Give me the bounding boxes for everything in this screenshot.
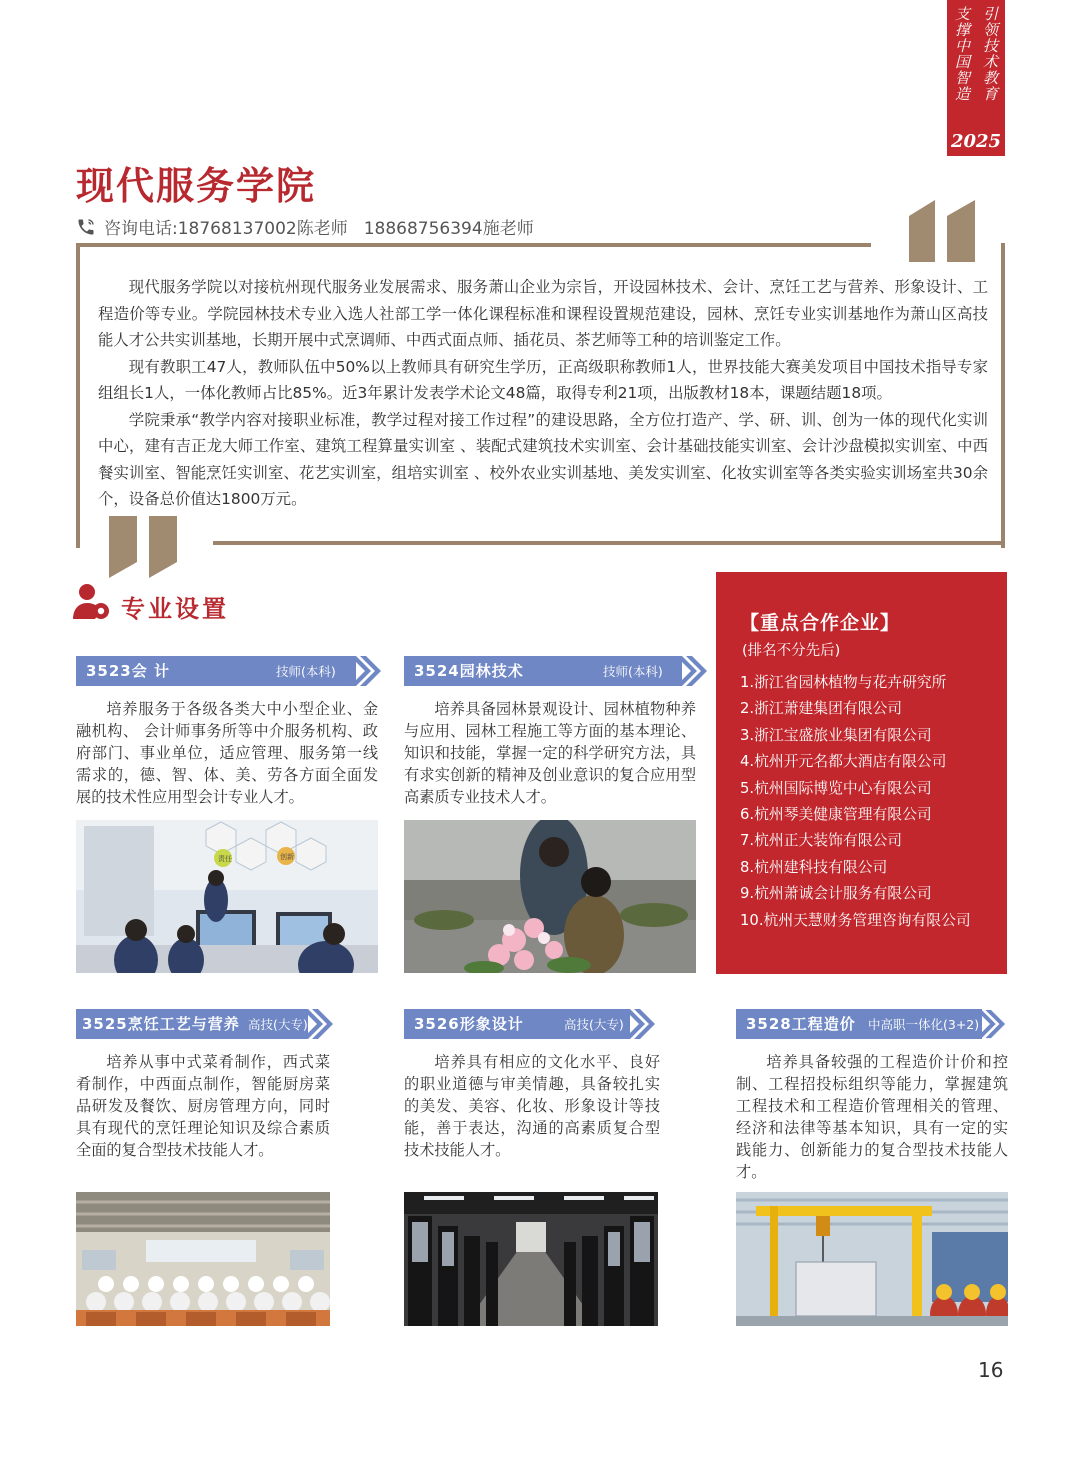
- badge-slogan-1: 引领技术教育: [981, 6, 999, 102]
- intro-paragraph: 现代服务学院以对接杭州现代服务业发展需求、服务萧山企业为宗旨，开设园林技术、会计、烹饪工艺与营养、形象设计、工程造价等专业。学院园林技术专业入选人社部工学一体化课程标准和课程设置规范建设，园林、烹饪专业实训基地作为萧山区高技能人才公共实训基地，长期开展中式烹调师、中西式面点师、插花员、茶艺师等工种的培训鉴定工作。: [98, 278, 988, 349]
- program-description-text: 培养服务于各级各类大中小型企业、金融机构、 会计师事务所等中介服务机构、政府部门、事业单位，适应管理、服务第一线需求的，德、智、体、美、劳各方面全面发展的技术性应用型会计专业人才。: [76, 700, 378, 806]
- program-level: 高技(大专): [564, 1017, 624, 1032]
- chevron-right-icon: [976, 1009, 1006, 1039]
- contact-line: [76, 214, 534, 239]
- program-bar-culinary: [76, 1009, 308, 1039]
- phone-icon: [76, 217, 96, 237]
- frame-right-line: [1001, 243, 1005, 548]
- people-gear-icon: [73, 583, 113, 621]
- program-description-text: 培养具备园林景观设计、园林植物种养与应用、园林工程施工等方面的基本理论、知识和技能，掌握一定的科学研究方法，具有求实创新的精神及创业意识的复合应用型高素质专业技术人才。: [404, 700, 696, 806]
- frame-top-line: [76, 243, 871, 247]
- list-item: 4.杭州开元名都大酒店有限公司: [740, 753, 947, 771]
- program-description: [404, 1051, 660, 1161]
- program-level: 高技(大专): [248, 1017, 308, 1032]
- contact-phone-2: 18868756394施老师: [363, 219, 534, 239]
- program-description: [404, 698, 696, 808]
- intro-paragraph: 现有教职工47人，教师队伍中50%以上教师具有研究生学历，正高级职称教师1人，世界技能大赛美发项目中国技术指导专家组组长1人，一体化教师占比85%。近3年累计发表学术论文48篇，取得专利21项，出版教材18本，课题结题18项。: [98, 357, 988, 402]
- list-item: 3.浙江宝盛旅业集团有限公司: [740, 726, 932, 744]
- photo-salon: [404, 1192, 658, 1326]
- badge-slogan-2: 支撑中国智造: [953, 6, 971, 102]
- program-bar-cost-engineering: [736, 1009, 982, 1039]
- chevron-right-icon: [350, 656, 382, 686]
- corner-badge: [947, 0, 1005, 156]
- page-title: 现代服务学院: [76, 164, 317, 208]
- page-number: 16: [978, 1358, 1004, 1382]
- chevron-right-icon: [676, 656, 708, 686]
- chevron-right-icon: [624, 1009, 656, 1039]
- partners-title: 【重点合作企业】: [740, 612, 901, 634]
- list-item: 5.杭州国际博览中心有限公司: [740, 779, 932, 797]
- program-description: [736, 1051, 1008, 1183]
- program-code: 3528工程造价: [746, 1015, 856, 1033]
- list-item: 10.杭州天慧财务管理咨询有限公司: [740, 911, 971, 929]
- section-title: 专业设置: [121, 595, 229, 623]
- program-level: 技师(本科): [603, 664, 663, 679]
- photo-floral-class: [404, 820, 696, 973]
- list-item: 8.杭州建科技有限公司: [740, 858, 888, 876]
- list-item: 9.杭州萧诚会计服务有限公司: [740, 885, 932, 903]
- program-description-text: 培养具备较强的工程造价计价和控制、工程招投标组织等能力，掌握建筑工程技术和工程造价管理相关的管理、经济和法律等基本知识，具有一定的实践能力、创新能力的复合型技术技能人才。: [736, 1053, 1008, 1181]
- program-level: 中高职一体化(3+2): [868, 1017, 980, 1032]
- list-item: 2.浙江萧建集团有限公司: [740, 700, 903, 718]
- program-bar-accounting: [76, 656, 356, 686]
- program-description: [76, 1051, 330, 1161]
- program-bar-image-design: [404, 1009, 630, 1039]
- photo-culinary-class: [76, 1192, 330, 1326]
- badge-year: 2025: [950, 131, 1002, 152]
- list-item: 6.杭州琴美健康管理有限公司: [740, 806, 932, 824]
- program-code: 3525烹饪工艺与营养: [82, 1015, 240, 1033]
- quote-close-icon: [105, 516, 185, 578]
- list-item: 7.杭州正大装饰有限公司: [740, 832, 903, 850]
- frame-left-line: [76, 243, 80, 548]
- frame-bottom-line: [213, 541, 1005, 545]
- contact-label: 咨询电话:: [104, 219, 178, 239]
- chevron-right-icon: [302, 1009, 334, 1039]
- program-level: 技师(本科): [276, 664, 336, 679]
- program-description-text: 培养从事中式菜肴制作，西式菜肴制作，中西面点制作，智能厨房菜品研发及餐饮、厨房管理方向，同时具有现代的烹饪理论知识及综合素质全面的复合型技术技能人才。: [76, 1053, 330, 1159]
- list-item: 1.浙江省园林植物与花卉研究所: [740, 674, 947, 691]
- program-code: 3524园林技术: [414, 662, 524, 680]
- photo-accounting-lab: [76, 820, 378, 973]
- program-description-text: 培养具有相应的文化水平、良好的职业道德与审美情趣，具备较扎实的美发、美容、化妆、形象设计等技能，善于表达，沟通的高素质复合型技术技能人才。: [404, 1053, 660, 1159]
- quote-open-icon: [899, 200, 979, 262]
- program-code: 3523会 计: [86, 662, 170, 680]
- program-description: [76, 698, 378, 808]
- contact-phone-1: 18768137002陈老师: [177, 219, 348, 239]
- photo-tag-2: 创新: [280, 853, 294, 861]
- partners-list: [740, 670, 1007, 934]
- intro-text: [98, 274, 988, 513]
- partners-panel: [716, 572, 1007, 974]
- program-code: 3526形象设计: [414, 1015, 524, 1033]
- photo-tag-1: 责任: [218, 855, 232, 863]
- program-bar-landscape: [404, 656, 682, 686]
- intro-paragraph: 学院秉承“教学内容对接职业标准，教学过程对接工作过程”的建设思路，全方位打造产、学、研、训、创为一体的现代化实训中心，建有吉正龙大师工作室、建筑工程算量实训室 、装配式建筑技术实训室、会计基础技能实训室、会计沙盘模拟实训室、中西餐实训室、智能烹饪实训室、花艺实训室，组培实训室 、校外农业实训基地、美发实训室、化妆实训室等各类实验实训场室共30余个，设备总价值达1800万元。: [98, 410, 988, 508]
- partners-subtitle: (排名不分先后): [742, 643, 841, 659]
- photo-construction-lab: [736, 1192, 1008, 1326]
